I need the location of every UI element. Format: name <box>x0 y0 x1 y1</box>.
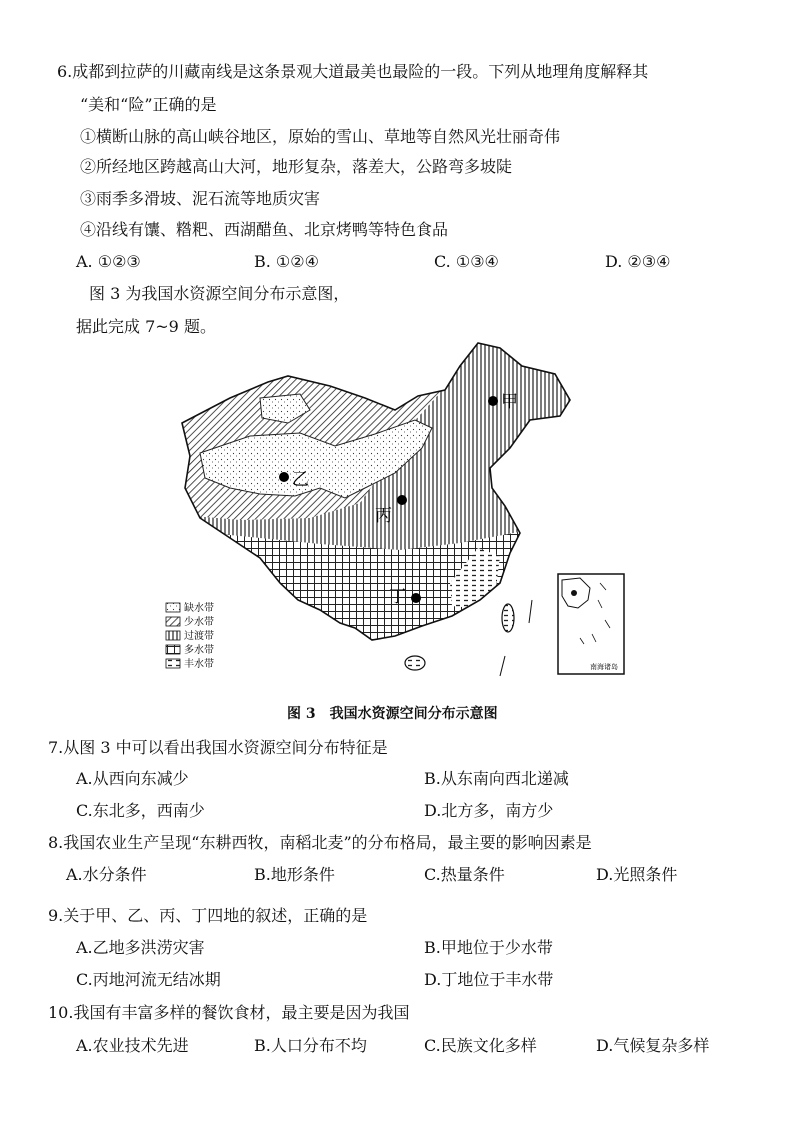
q10-option-a: A.农业技术先进 <box>76 1036 189 1055</box>
legend-swatch-transition <box>166 631 180 640</box>
q6-option-d: D. ②③④ <box>605 252 671 271</box>
q6-stem-line1: 6.成都到拉萨的川藏南线是这条景观大道最美也最险的一段。下列从地理角度解释其 <box>57 62 649 81</box>
inset-label: 南海诸岛 <box>590 663 618 671</box>
q7-option-b: B.从东南向西北递减 <box>424 769 569 788</box>
hainan-island <box>405 656 425 670</box>
point-yi-label: 乙 <box>292 470 309 490</box>
q7-option-c: C.东北多，西南少 <box>76 801 205 820</box>
point-jia-label: 甲 <box>501 392 518 412</box>
q9-option-d: D.丁地位于丰水带 <box>424 970 554 989</box>
q6-option-b: B. ①②④ <box>254 252 319 271</box>
q8-option-c: C.热量条件 <box>424 865 505 884</box>
q9-option-b: B.甲地位于少水带 <box>424 938 553 957</box>
legend-swatch-plentiful <box>166 645 180 654</box>
q6-option-a: A. ①②③ <box>76 252 141 271</box>
point-jia <box>488 396 498 406</box>
point-bing-label: 丙 <box>375 506 392 526</box>
inset-island <box>571 590 577 596</box>
point-ding <box>411 593 421 603</box>
point-ding-label: 丁 <box>389 587 406 607</box>
q6-item-4: ④沿线有馕、糌粑、西湖醋鱼、北京烤鸭等特色食品 <box>80 220 449 239</box>
q8-stem: 8.我国农业生产呈现“东耕西牧，南稻北麦”的分布格局，最主要的影响因素是 <box>48 833 592 852</box>
legend-label-shortage: 缺水带 <box>184 603 214 614</box>
q10-option-b: B.人口分布不均 <box>254 1036 367 1055</box>
q7-option-d: D.北方多，南方少 <box>424 801 554 820</box>
q8-option-d: D.光照条件 <box>596 865 678 884</box>
legend-label-transition: 过渡带 <box>184 631 214 642</box>
intro-line2: 据此完成 7~9 题。 <box>76 317 216 336</box>
q9-option-c: C.丙地河流无结冰期 <box>76 970 221 989</box>
legend-swatch-low <box>166 617 180 626</box>
south-china-sea-inset <box>558 574 624 674</box>
q9-option-a: A.乙地多洪涝灾害 <box>76 938 205 957</box>
q6-item-1: ①横断山脉的高山峡谷地区，原始的雪山、草地等自然风光壮丽奇伟 <box>80 127 561 146</box>
q6-item-3: ③雨季多滑坡、泥石流等地质灾害 <box>80 189 321 208</box>
legend-swatch-shortage <box>166 603 180 612</box>
q6-item-2: ②所经地区跨越高山大河，地形复杂，落差大，公路弯多坡陡 <box>80 157 513 176</box>
legend-swatch-abundant <box>166 659 180 668</box>
q6-stem-line2: “美和“险”正确的是 <box>80 95 217 114</box>
water-resource-map <box>160 338 640 688</box>
legend-label-plentiful: 多水带 <box>184 645 214 656</box>
taiwan-island <box>502 604 514 632</box>
q7-option-a: A.从西向东减少 <box>76 769 189 788</box>
q10-stem: 10.我国有丰富多样的餐饮食材，最主要是因为我国 <box>48 1003 410 1022</box>
q7-stem: 7.从图 3 中可以看出我国水资源空间分布特征是 <box>48 738 388 757</box>
q6-option-c: C. ①③④ <box>434 252 499 271</box>
point-yi <box>279 472 289 482</box>
q8-option-a: A.水分条件 <box>66 865 147 884</box>
island-line <box>529 600 532 623</box>
inset-frame <box>558 574 624 674</box>
figure-caption: 图 3 我国水资源空间分布示意图 <box>287 706 498 722</box>
map-legend <box>166 601 214 670</box>
island-line-2 <box>500 656 505 676</box>
q10-option-c: C.民族文化多样 <box>424 1036 537 1055</box>
q10-option-d: D.气候复杂多样 <box>596 1036 710 1055</box>
legend-label-low: 少水带 <box>184 617 214 628</box>
legend-label-abundant: 丰水带 <box>184 659 214 670</box>
q8-option-b: B.地形条件 <box>254 865 335 884</box>
q9-stem: 9.关于甲、乙、丙、丁四地的叙述，正确的是 <box>48 906 368 925</box>
point-bing <box>397 495 407 505</box>
intro-line1: 图 3 为我国水资源空间分布示意图， <box>89 284 350 303</box>
